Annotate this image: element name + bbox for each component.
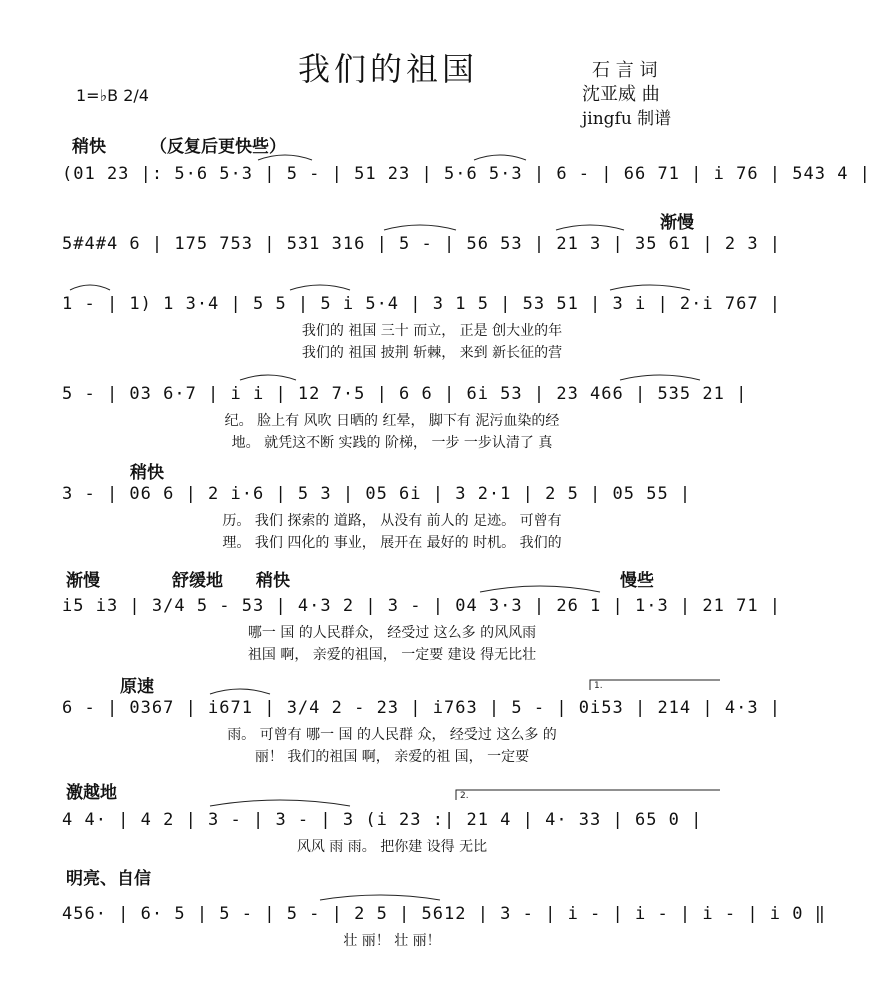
notation-line: (01 23 |: 5·6 5·3 | 5 - | 51 23 | 5·6 5·3 | 6 - | 66 71 | i 76 | 543 4 | <box>62 164 871 184</box>
score-system-9 <box>62 898 826 998</box>
notation-line: 1 - | 1) 1 3·4 | 5 5 | 5 i 5·4 | 3 1 5 | 53 51 | 3 i | 2·i 767 | <box>62 294 782 314</box>
lyrics-verse-2: 地。 就凭这不断 实践的 阶梯， 一步 一步认清了 真 <box>231 435 553 451</box>
composer-credit: 沈亚威 曲 <box>582 84 660 105</box>
notation-line: 4 4· | 4 2 | 3 - | 3 - | 3 (i 23 :| 21 4 | 4· 33 | 65 0 | <box>62 810 703 830</box>
lyricist-credit: 石 言 词 <box>592 60 658 81</box>
tempo-mark-slightly-fast: 稍快 <box>130 463 164 483</box>
lyrics-verse-1: 雨。 可曾有 哪一 国 的人民群 众， 经受过 这么多 的 <box>227 727 557 743</box>
lyrics-verse-2: 我们的 祖国 披荆 斩棘， 来到 新长征的营 <box>301 345 563 361</box>
lyrics-verse-2: 丽！ 我们的祖国 啊， 亲爱的祖 国， 一定要 <box>254 749 530 765</box>
notation-line: 5 - | 03 6·7 | i i | 12 7·5 | 6 6 | 6i 53 | 23 466 | 535 21 | <box>62 384 748 404</box>
notation-line: i5 i3 | 3/4 5 - 53 | 4·3 2 | 3 - | 04 3·3 | 26 1 | 1·3 | 21 71 | <box>62 596 782 616</box>
tempo-mark-slightly-fast: 稍快 <box>256 571 290 591</box>
tempo-mark-original: 原速 <box>120 677 154 697</box>
arranger-credit: jingfu 制谱 <box>582 109 672 129</box>
tempo-mark-slower: 慢些 <box>620 571 654 591</box>
lyrics-verse-1: 历。 我们 探索的 道路， 从没有 前人的 足迹。 可曾有 <box>222 513 562 529</box>
score-system-3 <box>62 288 782 388</box>
score-system-6 <box>62 590 782 690</box>
volta-number-2: 2. <box>460 791 469 801</box>
repeat-instruction: （反复后更快些） <box>150 137 286 157</box>
tempo-mark-passionate: 激越地 <box>66 783 117 803</box>
tempo-mark-bright-confident: 明亮、自信 <box>66 869 151 889</box>
tempo-mark-slightly-fast: 稍快 <box>72 137 106 157</box>
score-system-7 <box>62 692 782 792</box>
lyrics-verse-1: 纪。 脸上有 风吹 日晒的 红晕， 脚下有 泥污血染的经 <box>224 413 560 429</box>
lyrics-verse-1: 壮 丽！ 壮 丽！ <box>343 933 441 949</box>
score-system-8 <box>62 804 722 904</box>
notation-line: 5#4#4 6 | 175 753 | 531 316 | 5 - | 56 53 | 21 3 | 35 61 | 2 3 | <box>62 234 782 254</box>
tempo-mark-slowing: 渐慢 <box>66 571 100 591</box>
notation-line: 456· | 6· 5 | 5 - | 5 - | 2 5 | 5612 | 3 - | i - | i - | i - | i 0 ‖ <box>62 904 826 924</box>
tempo-mark-leisurely: 舒缓地 <box>172 571 223 591</box>
lyrics-verse-2: 祖国 啊， 亲爱的祖国， 一定要 建设 得无比壮 <box>247 647 537 663</box>
score-system-5 <box>62 478 722 578</box>
lyrics-verse-2: 理。 我们 四化的 事业， 展开在 最好的 时机。 我们的 <box>222 535 562 551</box>
tempo-mark-slowing: 渐慢 <box>660 213 694 233</box>
key-signature: 1=♭B 2/4 <box>76 86 149 105</box>
notation-line: 6 - | 0367 | i671 | 3/4 2 - 23 | i763 | 5 - | 0i53 | 214 | 4·3 | <box>62 698 782 718</box>
volta-number-1: 1. <box>594 681 603 691</box>
lyrics-verse-1: 风风 雨 雨。 把你建 设得 无比 <box>296 839 488 855</box>
lyrics-verse-1: 哪一 国 的人民群众， 经受过 这么多 的风风雨 <box>247 625 537 641</box>
song-title: 我们的祖国 <box>297 50 478 88</box>
notation-line: 3 - | 06 6 | 2 i·6 | 5 3 | 05 6i | 3 2·1 | 2 5 | 05 55 | <box>62 484 692 504</box>
lyrics-verse-1: 我们的 祖国 三十 而立， 正是 创大业的年 <box>301 323 563 339</box>
